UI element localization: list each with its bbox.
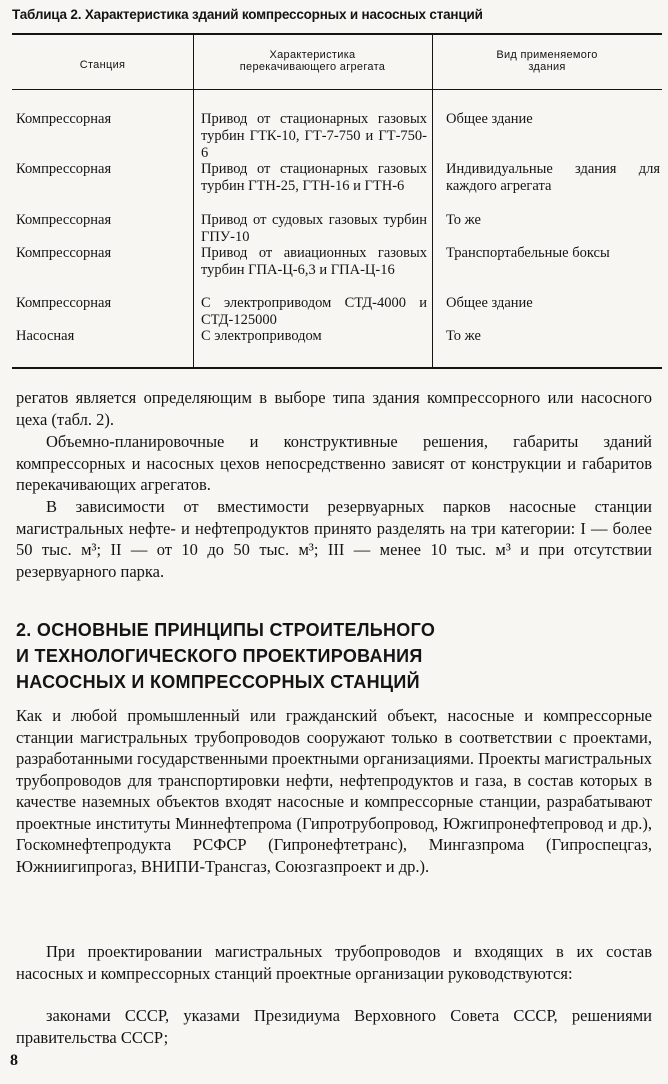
- table-top-rule: [12, 33, 662, 35]
- table-cell-building: Транспортабельные боксы: [446, 245, 610, 261]
- table-cell-station: Компрессорная: [16, 212, 112, 228]
- table-cell-station: Компрессорная: [16, 295, 112, 311]
- table-header-rule: [12, 89, 662, 90]
- table-cell-station: Насосная: [16, 328, 75, 344]
- section-heading: [16, 617, 652, 695]
- column-divider: [193, 33, 194, 369]
- heading-line: И ТЕХНОЛОГИЧЕСКОГО ПРОЕКТИРОВАНИЯ: [16, 646, 423, 666]
- table-cell-station: Компрессорная: [16, 161, 112, 177]
- paragraph: законами СССР, указами Президиума Верховного Совета СССР, решениями правительства СССР;: [16, 1006, 652, 1047]
- table-cell-station: Компрессорная: [16, 245, 112, 261]
- paragraph-continuation: регатов является определяющим в выборе типа здания компрессорного или насосного цеха (табл. 2).: [16, 388, 652, 429]
- column-divider: [432, 33, 433, 369]
- header-building: Вид применяемого здания: [496, 49, 598, 73]
- table-cell-building: То же: [446, 328, 481, 344]
- page-number: 8: [10, 1052, 18, 1069]
- table-bottom-rule: [12, 367, 662, 369]
- heading-line: НАСОСНЫХ И КОМПРЕССОРНЫХ СТАНЦИЙ: [16, 672, 420, 692]
- table-cell-unit: Привод от стационарных газовых турбин ГТН-25, ГТН-16 и ГТН-6: [201, 161, 427, 194]
- table-cell-unit: Привод от судовых газовых турбин ГПУ-10: [201, 212, 427, 245]
- table-cell-building: Индивидуальные здания для каждого агрегата: [446, 161, 660, 194]
- paragraph: Объемно-планировочные и конструктивные решения, габариты зданий компрессорных и насосных цехов непосредственно зависят от конструкции и габаритов перекачивающих агрегатов.: [16, 432, 652, 494]
- table-cell-building: Общее здание: [446, 111, 533, 127]
- table-cell-unit: Привод от стационарных газовых турбин ГТК-10, ГТ-7-750 и ГТ-750-6: [201, 111, 427, 161]
- table-cell-building: Общее здание: [446, 295, 533, 311]
- header-station: Станция: [79, 59, 126, 71]
- heading-line: 2. ОСНОВНЫЕ ПРИНЦИПЫ СТРОИТЕЛЬНОГО: [16, 620, 436, 640]
- table-cell-unit: С электроприводом: [201, 328, 322, 344]
- table-caption: Таблица 2. Характеристика зданий компрессорных и насосных станций: [12, 7, 483, 22]
- paragraph: При проектировании магистральных трубопроводов и входящих в их состав насосных и компрессорных станций проектные организации руководствуются:: [16, 942, 652, 983]
- table-cell-unit: Привод от авиационных газовых турбин ГПА-Ц-6,3 и ГПА-Ц-16: [201, 245, 427, 278]
- paragraph: В зависимости от вместимости резервуарных парков насосные станции магистральных нефте- и нефтепродуктов принято разделять на три категории: I — более 50 тыс. м³; II — от 10 до 50 тыс. м³; III — менее 10 тыс. м³ и при отсутствии резервуарного парка.: [16, 497, 652, 581]
- paragraph: Как и любой промышленный или гражданский объект, насосные и компрессорные станции магистральных трубопроводов сооружают только в соответствии с проектами, разработанными государственными проектными организациями. Проекты магистральных трубопроводов для транспортировки нефти, нефтепродуктов и газа, в состав которых в качестве наземных объектов входят насосные и компрессорные станции, разрабатывают проектные институты Миннефтепрома (Гипротрубопровод, Южгипронефтепровод и др.), Госкомнефтепродукта РСФСР (Гипронефтетранс), Мингазпрома (Гипроспецгаз, Южниигипрогаз, ВНИПИ-Трансгаз, Союзгазпроект и др.).: [16, 706, 652, 876]
- table-cell-building: То же: [446, 212, 481, 228]
- buildings-table: [12, 33, 662, 369]
- table-cell-unit: С электроприводом СТД-4000 и СТД-125000: [201, 295, 427, 328]
- table-cell-station: Компрессорная: [16, 111, 112, 127]
- header-unit: Характеристика перекачивающего агрегата: [239, 49, 386, 73]
